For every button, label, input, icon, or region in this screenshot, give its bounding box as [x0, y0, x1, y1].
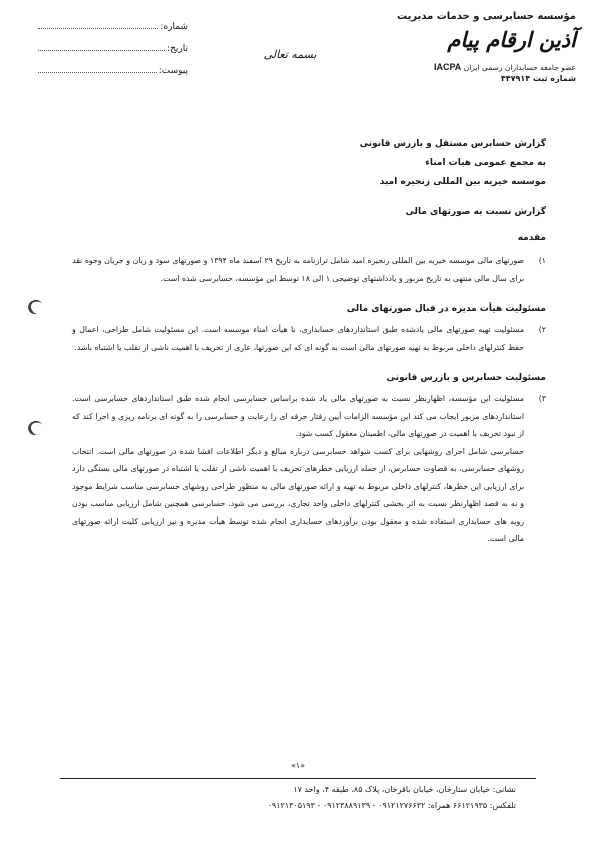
firm-logo: آذین ارقام پیام [447, 27, 576, 52]
meta-number-label: شماره: [160, 22, 188, 32]
addressee-line-3: موسسه خیریه بین المللی زنجیره امید [379, 177, 546, 187]
letter-meta [38, 22, 188, 88]
footer-contacts: تلفکس: ۶۶۱۲۱۹۳۵ همراه: ۰۹۱۲۱۲۷۶۶۳۲ - ۰۹۱۲۳۸۸۹۱۳۹ - ۰۹۱۲۱۳۰۵۱۹۳ [267, 801, 516, 810]
paragraph-3-continued: حسابرسی شامل اجرای روشهایی برای کسب شواهد حسابرسی درباره مبالغ و دیگر اطلاعات افشا شده در صورتهای مالی است. انتخاب روشهای حسابرسی، به قضاوت حسابرس، از جمله ارزیابی خطرهای تحریف با اهمیت ناشی از تقلب یا اشتباه در صورتهای مالی بستگی دارد برای ارزیابی این خطرها، کنترلهای داخلی مربوط به تهیه و ارائه صورتهای مالی به منظور طراحی روشهای حسابرسی مناسب شرایط موجود و نه به قصد اظهارنظر نسبت به اثر بخشی کنترلهای داخلی واحد تجاری، بررسی می شود. حسابرسی همچنین شامل ارزیابی مناسب بودن رویه های حسابداری استفاده شده و معقول بودن برآوردهای حسابداری انجام شده توسط هیأت مدیره و نیز ارزیابی کلیت ارائه صورتهای مالی است. [72, 446, 524, 543]
addressee-line-2: به مجمع عمومی هیات امناء [425, 158, 546, 168]
paragraph-3-number: ۳) [538, 394, 546, 403]
meta-attachment-label: پیوست: [158, 66, 188, 76]
heading-auditor-responsibility: مسئولیت حسابرس و بازرس قانونی [386, 373, 546, 383]
paragraph-3-text: مسئولیت این مؤسسه، اظهارنظر نسبت به صورتهای مالی یاد شده براساس حسابرسی انجام شده طبق استانداردهای حسابرسی است. استانداردهای مزبور ایجاب می کند این مؤسسه الزامات آیین رفتار حرفه ای را رعایت و حسابرسی را به گونه ای برنامه ریزی و اجرا کند که از نبود تحریف با اهمیت در صورتهای مالی، اطمینان معقول کسب شود. [72, 394, 524, 438]
meta-attachment [38, 66, 188, 88]
punch-hole-icon [26, 298, 45, 316]
report-title: گزارش نسبت به صورتهای مالی [405, 207, 546, 217]
meta-attachment-line [38, 72, 157, 73]
meta-number-line [38, 28, 158, 29]
paragraph-1-number: ۱) [538, 256, 546, 265]
meta-date [38, 44, 188, 66]
firm-letterhead [376, 10, 576, 85]
punch-hole-icon [26, 419, 45, 437]
addressee-line-1: گزارش حسابرس مستقل و بازرس قانونی [359, 139, 546, 149]
paragraph-1-text: صورتهای مالی موسسه خیریه بین المللی زنجیره امید شامل ترازنامه به تاریخ ۲۹ اسفند ماه ۱۳۹۴ و صورتهای سود و زیان و جریان وجوه نقد برای سال مالی منتهی به تاریخ مزبور و یادداشتهای توضیحی ۱ الی ۱۸ توسط این مؤسسه، حسابرسی شده است. [72, 256, 524, 283]
footer-address: نشانی: خیابان ستارخان، خیابان باقرخان، پلاک ۸۵، طبقه ۴، واحد ۱۷ [293, 785, 516, 794]
heading-management-responsibility: مسئولیت هیأت مدیره در قبال صورتهای مالی [346, 304, 546, 314]
footer-divider [60, 778, 536, 779]
membership-line [376, 62, 576, 73]
page-number: «۱» [290, 761, 306, 770]
intro-heading: مقدمه [517, 233, 546, 243]
firm-name: مؤسسه حسابرسی و خدمات مدیریت [396, 11, 576, 22]
footer [80, 782, 516, 814]
membership-abbr: IACPA [433, 62, 462, 72]
meta-date-line [38, 50, 165, 51]
report-body [72, 135, 546, 548]
paragraph-2-number: ۲) [538, 325, 546, 334]
registration-number: شماره ثبت ۴۴۷۹۱۴ [500, 74, 576, 83]
bismillah: بسمه تعالی [263, 48, 317, 61]
paragraph-1 [72, 252, 546, 287]
paragraph-2 [72, 321, 546, 356]
meta-date-label: تاریخ: [167, 44, 188, 54]
paragraph-3 [72, 390, 546, 443]
meta-number [38, 22, 188, 44]
paragraph-2-text: مسئولیت تهیه صورتهای مالی یادشده طبق استانداردهای حسابداری، با هیأت امناء موسسه است. این مسئولیت شامل طراحی، اعمال و حفظ کنترلهای داخلی مربوط به تهیه صورتهای مالی است به گونه ای که این صورتها، عاری از تحریف با اهمیت ناشی از تقلب یا اشتباه باشد. [72, 325, 524, 352]
membership-text: عضو جامعه حسابداران رسمی ایران [463, 63, 576, 72]
